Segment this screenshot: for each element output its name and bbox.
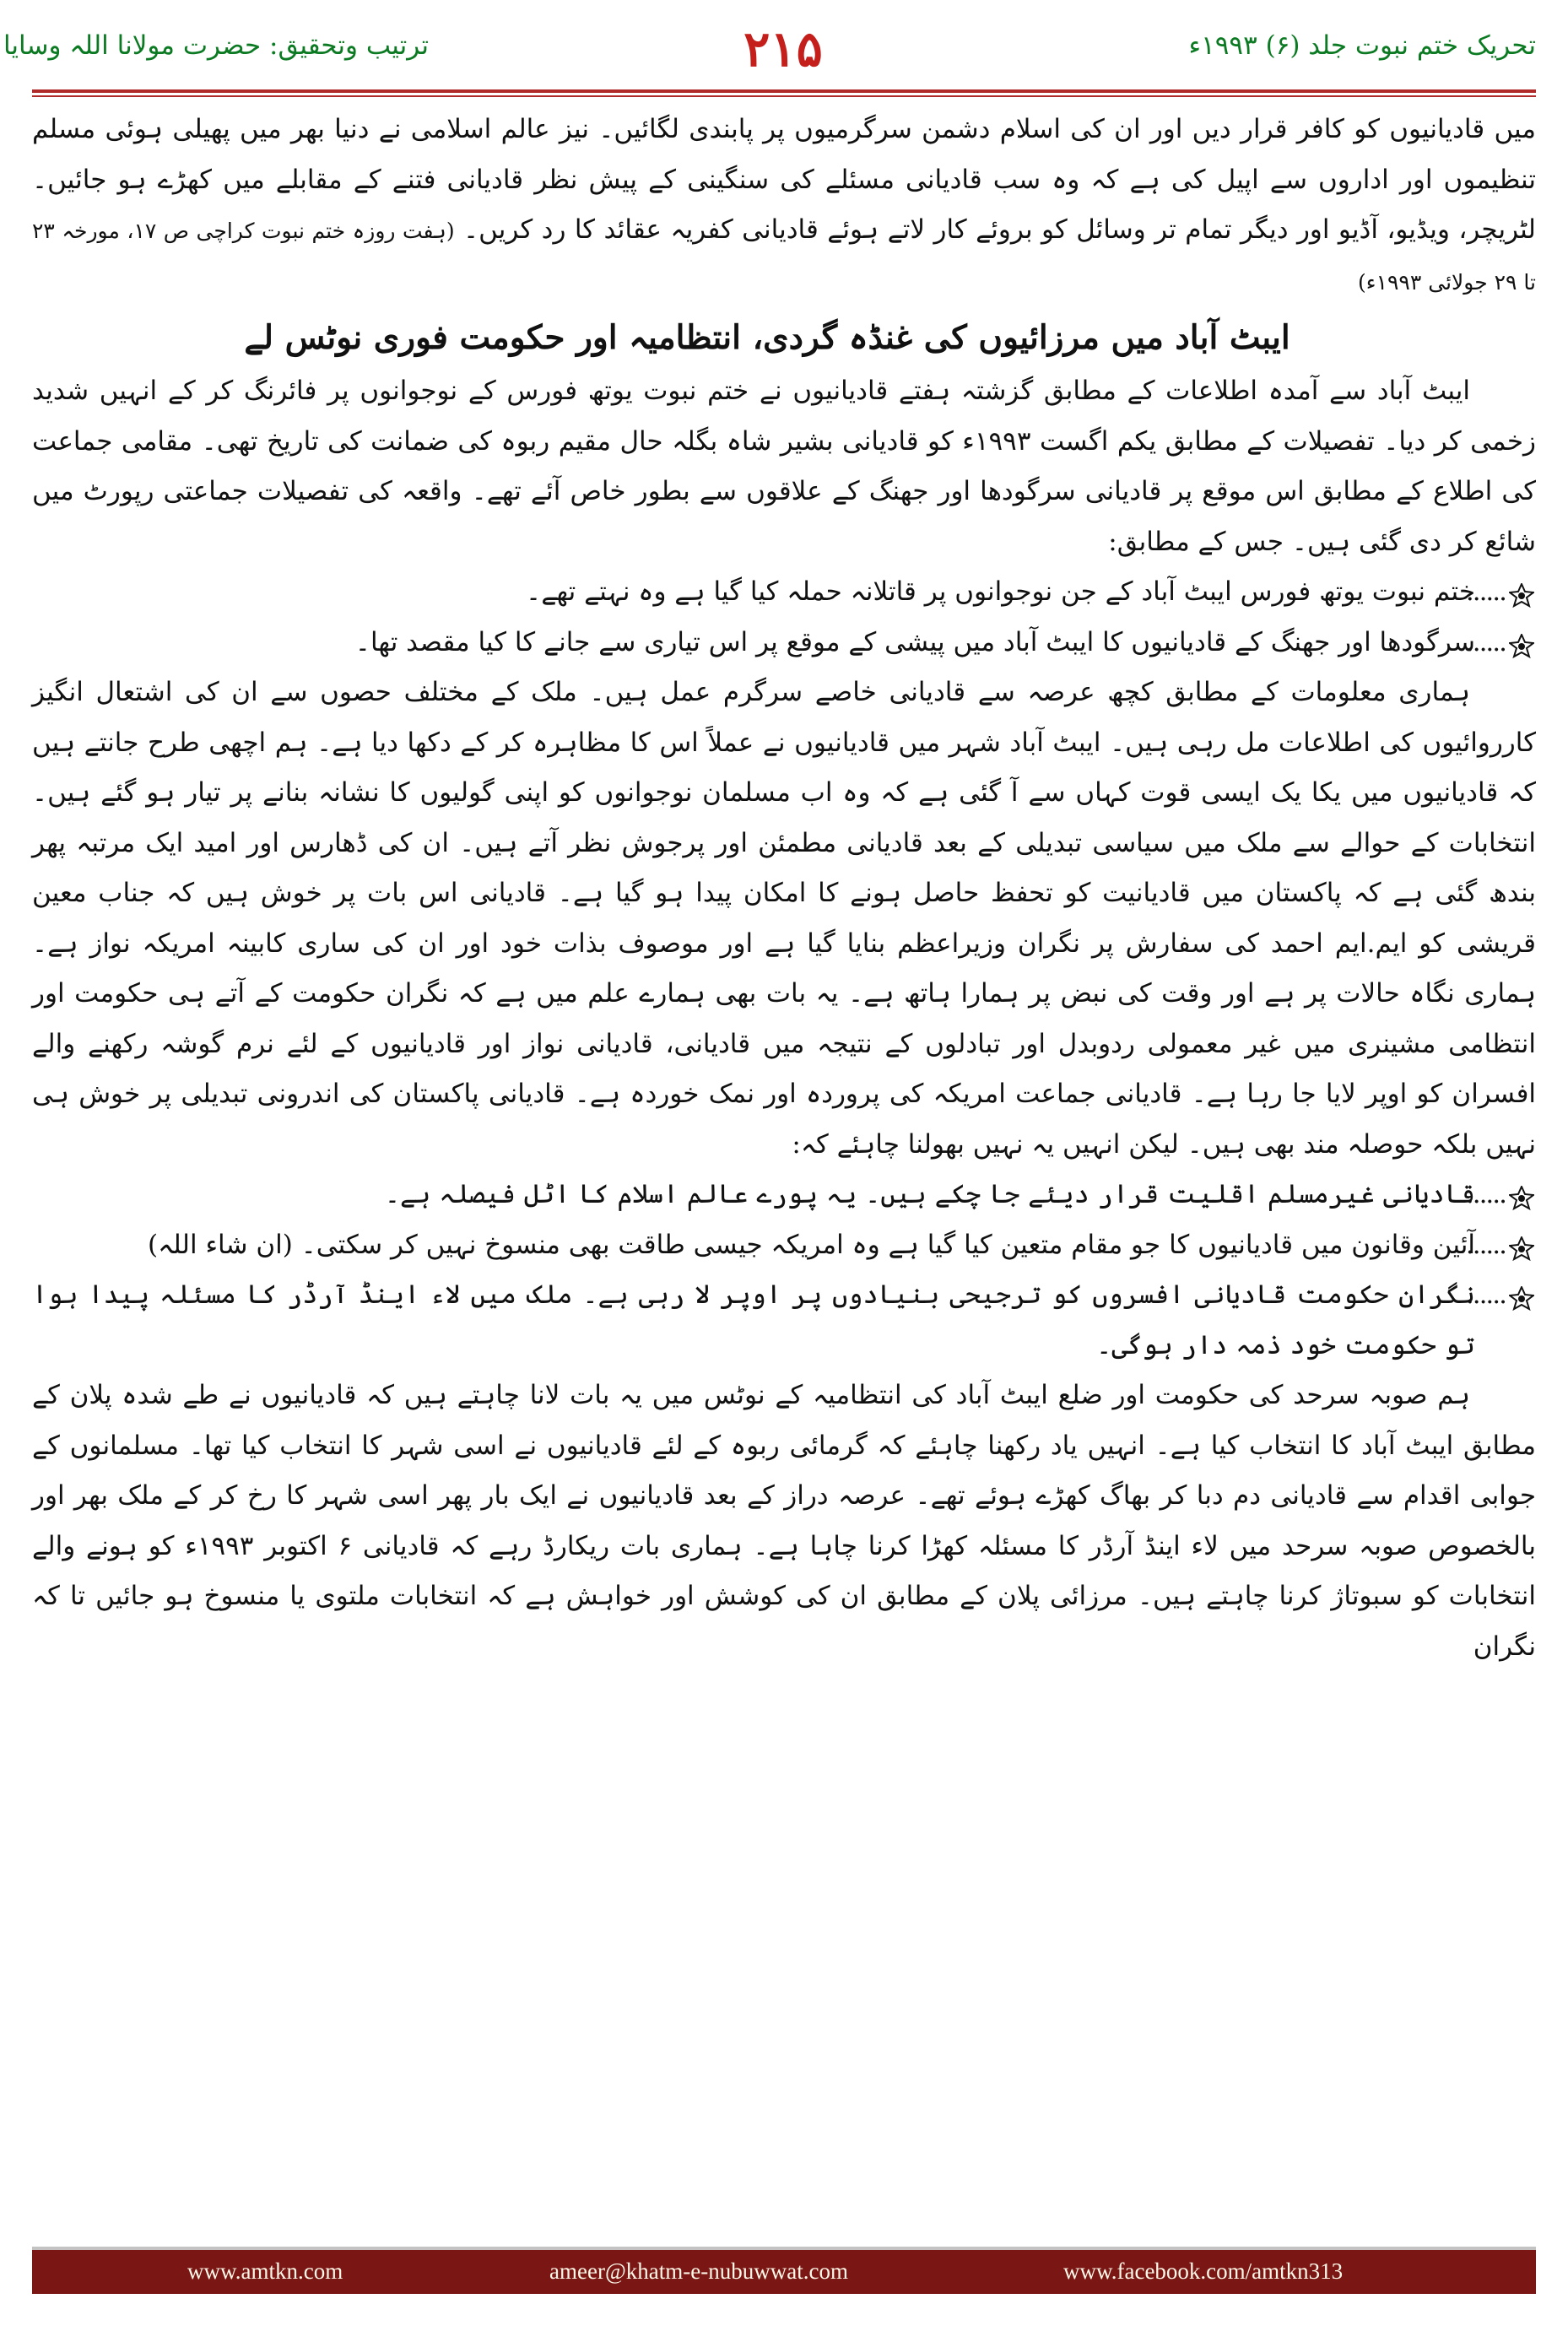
header-divider: [32, 89, 1536, 93]
facebook-link[interactable]: www.facebook.com/amtkn313: [1063, 2258, 1344, 2284]
paragraph-1: ایبٹ آباد سے آمدہ اطلاعات کے مطابق گزشتہ ہفتے قادیانیوں نے ختم نبوت یوتھ فورس کے نوجوانوں پر فائرنگ کر کے انہیں شدید زخمی کر دیا۔ تفصیلات کے مطابق یکم اگست ۱۹۹۳ء کو قادیانی بشیر شاہ بگلہ حال مقیم ربوہ کی ضمانت کی تاریخ تھی۔ مقامی جماعت کی اطلاع کے مطابق اس موقع پر قادیانی سرگودھا اور جھنگ کے علاقوں سے بطور خاص آئے تھے۔ واقعہ کی تفصیلات جماعتی رپورٹ میں شائع کر دی گئی ہیں۔ جس کے مطابق:: [32, 376, 1536, 557]
bullet-text: قادیانی غیرمسلم اقلیت قرار دیئے جا چکے ہیں۔ یہ پورے عالم اسلام کا اٹل فیصلہ ہے۔: [384, 1179, 1475, 1209]
intro-paragraph-main: میں قادیانیوں کو کافر قرار دیں اور ان کی اسلام دشمن سرگرمیوں پر پابندی لگائیں۔ نیز عالم اسلامی نے دنیا بھر میں پھیلی ہوئی مسلم تنظیموں اور اداروں سے اپیل کی ہے کہ وہ سب قادیانی مسئلے کی سنگینی کے پیش نظر قادیانی فتنے کے مقابلے میں کھڑے ہو جائیں۔ لٹریچر، ویڈیو، آڈیو اور دیگر تمام تر وسائل کو بروئے کار لاتے ہوئے قادیانی کفریہ عقائد کا رد کریں۔: [32, 114, 1536, 245]
decorative-star-icon: [1509, 576, 1534, 601]
bullet-item: [32, 567, 1536, 618]
section-heading: ایبٹ آباد میں مرزائیوں کی غنڈہ گردی، انتظامیہ اور حکومت فوری نوٹس لے: [244, 318, 1290, 357]
page-number: ۲۱۵: [743, 20, 823, 78]
footer-links: [32, 2255, 1536, 2289]
bullet-leader-dots: ......: [1465, 576, 1506, 607]
header-title: تحریک ختم نبوت جلد (۶) ۱۹۹۳ء: [1188, 30, 1536, 61]
intro-paragraph-meta: (ہفت روزہ ختم نبوت کراچی ص ۱۷، مورخہ ۲۳ تا ۲۹ جولائی ۱۹۹۳ء): [32, 219, 1536, 295]
decorative-star-icon: [1509, 1229, 1534, 1254]
bullet-list-2: [32, 1170, 1536, 1371]
page-header: [3, 20, 1536, 83]
decorative-star-icon: [1509, 1279, 1534, 1304]
bullet-leader-dots: ......: [1465, 626, 1506, 657]
email-link[interactable]: ameer@khatm-e-nubuwwat.com: [549, 2258, 848, 2284]
bullet-leader-dots: ......: [1465, 1179, 1506, 1209]
intro-paragraph: [32, 105, 1536, 307]
bullet-item: [32, 618, 1536, 668]
bullet-leader-dots: ......: [1465, 1229, 1506, 1260]
decorative-star-icon: [1509, 1178, 1534, 1203]
bullet-text: سرگودھا اور جھنگ کے قادیانیوں کا ایبٹ آباد میں پیشی کے موقع پر اس تیاری سے جانے کا کیا مقصد تھا۔: [354, 626, 1475, 657]
paragraph-2: ہماری معلومات کے مطابق کچھ عرصہ سے قادیانی خاصے سرگرم عمل ہیں۔ ملک کے مختلف حصوں سے ان کی اشتعال انگیز کارروائیوں کی اطلاعات مل رہی ہیں۔ ایبٹ آباد شہر میں قادیانیوں نے عملاً اس کا مظاہرہ کر کے دکھا دیا ہے۔ ہم اچھی طرح جانتے ہیں کہ قادیانیوں میں یکا یک ایسی قوت کہاں سے آ گئی ہے کہ وہ اب مسلمان نوجوانوں کو اپنی گولیوں کا نشانہ بنانے پر تیار ہو گئے ہیں۔ انتخابات کے حوالے سے ملک میں سیاسی تبدیلی کے بعد قادیانی مطمئن اور پرجوش نظر آتے ہیں۔ ان کی ڈھارس اور امید ایک مرتبہ پھر بندھ گئی ہے کہ پاکستان میں قادیانیت کو تحفظ حاصل ہونے کا امکان پیدا ہو گیا ہے۔ قادیانی اس بات پر خوش ہیں کہ جناب معین قریشی کو ایم.ایم احمد کی سفارش پر نگران وزیراعظم بنایا گیا ہے اور موصوف بذات خود اور ان کی ساری کابینہ امریکہ نواز ہے۔ ہماری نگاہ حالات پر ہے اور وقت کی نبض پر ہمارا ہاتھ ہے۔ یہ بات بھی ہمارے علم میں ہے کہ نگران حکومت کے آتے ہی حکومت اور انتظامی مشینری میں غیر معمولی ردوبدل اور تبادلوں کے نتیجہ میں قادیانی، قادیانی نواز اور قادیانیوں کے لئے نرم گوشہ رکھنے والے افسران کو اوپر لایا جا رہا ہے۔ قادیانی جماعت امریکہ کی پروردہ اور نمک خوردہ ہے۔ قادیانی پاکستان کی اندرونی تبدیلی پر خوش ہی نہیں بلکہ حوصلہ مند بھی ہیں۔ لیکن انہیں یہ نہیں بھولنا چاہئے کہ:: [32, 677, 1536, 1160]
bullet-text: آئین وقانون میں قادیانیوں کا جو مقام متعین کیا گیا ہے وہ امریکہ جیسی طاقت بھی منسوخ نہیں کر سکتی۔ (ان شاء اللہ): [148, 1229, 1475, 1260]
bullet-item: [32, 1270, 1536, 1371]
website-link[interactable]: www.amtkn.com: [187, 2258, 343, 2284]
article-body: [32, 105, 1536, 2223]
bullet-text: نگران حکومت قادیانی افسروں کو ترجیحی بنیادوں پر اوپر لا رہی ہے۔ ملک میں لاء اینڈ آرڈر کا مسئلہ پیدا ہوا تو حکومت خود ذمہ دار ہوگی۔: [32, 1279, 1475, 1360]
bullet-text: ختم نبوت یوتھ فورس ایبٹ آباد کے جن نوجوانوں پر قاتلانہ حملہ کیا گیا ہے وہ نہتے تھے۔: [526, 576, 1475, 607]
decorative-star-icon: [1509, 626, 1534, 652]
page-footer: [32, 2247, 1536, 2294]
bullet-leader-dots: ......: [1465, 1279, 1506, 1310]
bullet-item: [32, 1220, 1536, 1271]
paragraph-3: ہم صوبہ سرحد کی حکومت اور ضلع ایبٹ آباد کی انتظامیہ کے نوٹس میں یہ بات لانا چاہتے ہیں کہ قادیانیوں نے طے شدہ پلان کے مطابق ایبٹ آباد کا انتخاب کیا ہے۔ انہیں یاد رکھنا چاہئے کہ گرمائی ربوہ کے لئے قادیانیوں نے اسی شہر کا انتخاب کیا تھا۔ مسلمانوں کے جوابی اقدام سے قادیانی دم دبا کر بھاگ کھڑے ہوئے تھے۔ عرصہ دراز کے بعد قادیانیوں نے ایک بار پھر اسی شہر کا رخ کر کے ملک بھر اور بالخصوص صوبہ سرحد میں لاء اینڈ آرڈر کا مسئلہ کھڑا کرنا چاہا ہے۔ ہماری بات ریکارڈ رہے کہ قادیانی ۶ اکتوبر ۱۹۹۳ء کو ہونے والے انتخابات کو سبوتاژ کرنا چاہتے ہیں۔ مرزائی پلان کے مطابق ان کی کوشش اور خواہش ہے کہ انتخابات ملتوی یا منسوخ ہو جائیں تا کہ نگران: [32, 1380, 1536, 1662]
header-author: ترتیب وتحقیق: حضرت مولانا اللہ وسایا: [3, 30, 429, 61]
bullet-item: [32, 1170, 1536, 1220]
bullet-list-1: [32, 567, 1536, 668]
